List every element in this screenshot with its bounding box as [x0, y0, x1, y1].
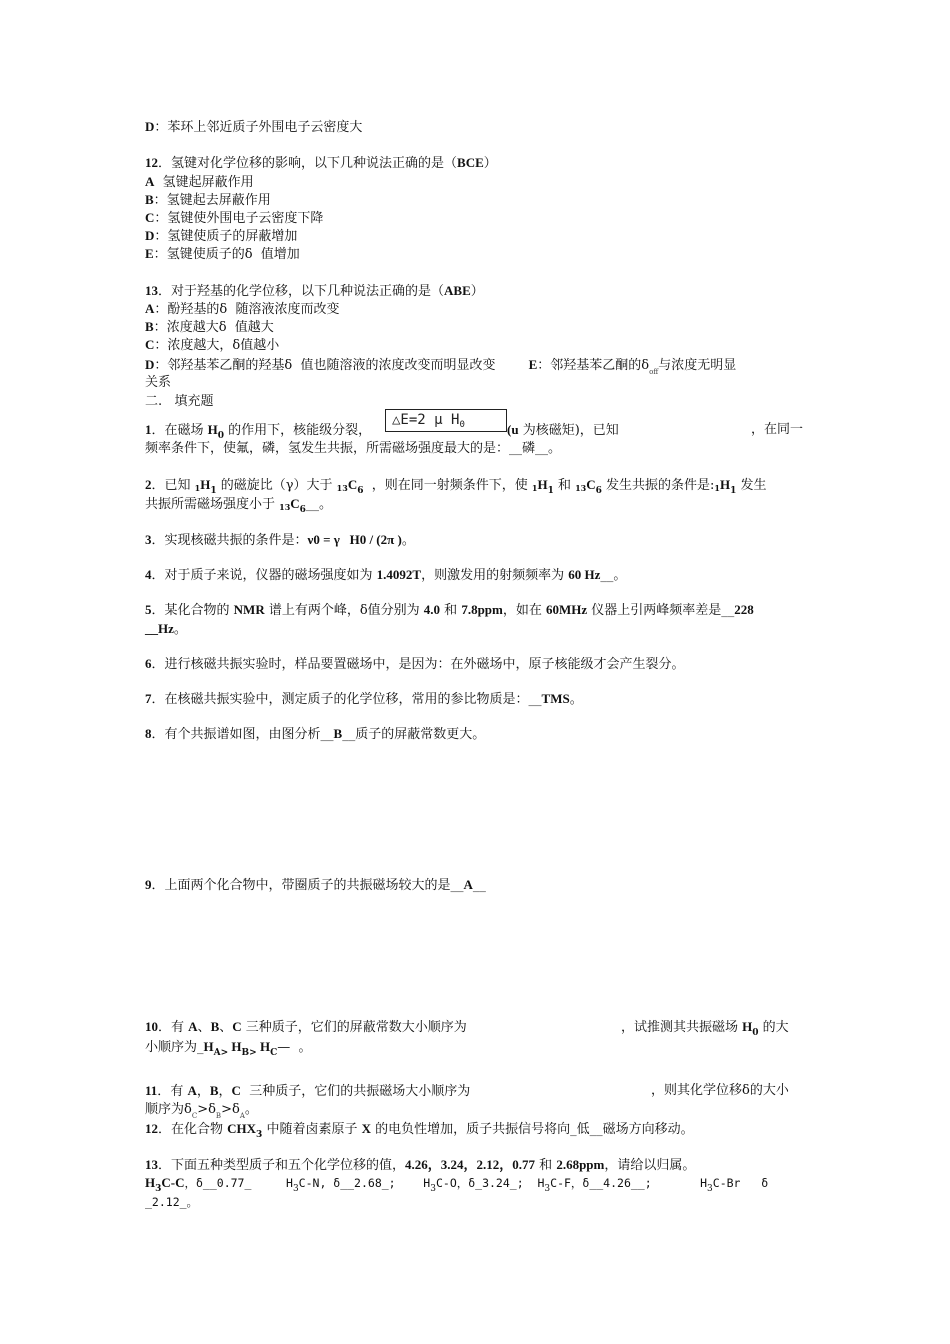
option-key: A	[145, 174, 155, 189]
q12-close: ）	[483, 156, 497, 171]
option-text: 氢键起去屏蔽作用	[166, 193, 271, 208]
answer: __Hz	[145, 621, 174, 636]
text: 、	[219, 1020, 233, 1035]
q12-option-e: E：氢键使质子的δ 值增加	[145, 246, 300, 262]
q13-option-e-cont	[145, 374, 171, 392]
text: 。	[244, 1102, 258, 1117]
subscript: 3	[292, 1184, 299, 1194]
answer: B	[333, 726, 343, 741]
symbol: C	[347, 477, 358, 492]
text: 发生共振的条件是:	[601, 478, 715, 493]
text: 。	[173, 622, 187, 637]
option-text: 酚羟基的δ 随溶液浓度而改变	[167, 302, 340, 317]
subscript: 3	[707, 1184, 713, 1194]
text: 有个共振谱如图，由图分析__	[164, 727, 334, 742]
option-text: 氢键使外围电子云密度下降	[167, 211, 324, 226]
q13-option-c: C：浓度越大，δ值越小	[145, 337, 280, 353]
f1-formula-box	[385, 409, 507, 432]
formula: CHX	[227, 1121, 257, 1136]
f10-line1: 10．有 A、B、C 三种质子，它们的屏蔽常数大小顺序为	[145, 1019, 467, 1035]
text: __质子的屏蔽常数更大。	[342, 727, 486, 742]
symbol: H	[145, 1175, 156, 1190]
text: ，试推测其共振磁场	[621, 1020, 743, 1035]
q13-option-a: A：酚羟基的δ 随溶液浓度而改变	[145, 301, 340, 317]
formula: C-C	[161, 1175, 185, 1190]
text: 对于质子来说，仪器的磁场强度如为	[164, 568, 377, 583]
symbol: C	[232, 1019, 242, 1034]
value: 60MHz	[546, 602, 588, 617]
value: 4.0	[423, 602, 441, 617]
q13-close: ）	[470, 284, 484, 299]
f6-line: 6．进行核磁共振实验时，样品要置磁场中，是因为：在外磁场中，原子核能级才会产生裂分。	[145, 656, 685, 672]
text: 进行核磁共振实验时，样品要置磁场中，是因为：在外磁场中，原子核能级才会产生裂分。	[164, 657, 685, 672]
option-text: 氢键起屏蔽作用	[154, 175, 254, 190]
symbol: H	[203, 1039, 214, 1054]
f13-line3: _2.12_。	[145, 1195, 199, 1209]
option-text: 关系	[145, 375, 172, 390]
values: 4.26，3.24，2.12，0.77	[405, 1157, 536, 1172]
option-text: 邻羟基苯乙酮的羟基δ 值也随溶液的浓度改变而明显改变	[167, 358, 496, 373]
text: C-N, δ__2.68_; H	[298, 1176, 431, 1190]
text: ，	[196, 1084, 210, 1099]
q12-stem: 12．氢键对化学位移的影响，以下几种说法正确的是（BCE）	[145, 155, 497, 171]
text: __	[472, 878, 486, 893]
answer: A	[463, 877, 473, 892]
option-key: B	[145, 192, 154, 207]
text: 有	[171, 1020, 189, 1035]
symbol: B	[209, 1083, 219, 1098]
symbol: H	[228, 1039, 242, 1054]
subscript: 3	[256, 1130, 263, 1140]
value: 2.68ppm	[556, 1157, 605, 1172]
subscript: C	[270, 1048, 278, 1058]
text: 和	[535, 1158, 557, 1173]
q11-option-d-text: 苯环上邻近质子外围电子云密度大	[167, 120, 363, 135]
option-text: 浓度越大，δ值越小	[167, 338, 280, 353]
text: ，	[218, 1084, 232, 1099]
text: (u	[507, 422, 519, 437]
option-text: 与浓度无明显	[658, 358, 737, 373]
symbol: H	[200, 477, 211, 492]
option-key: D	[145, 228, 155, 243]
f11-line1-right: ，则其化学位移δ的大小	[651, 1083, 789, 1098]
q13-option-b: B：浓度越大δ 值越大	[145, 319, 274, 335]
q12-option-a	[145, 173, 254, 192]
text: 有	[170, 1084, 188, 1099]
text: ，则在同一射频条件下，使	[363, 478, 532, 493]
text: 顺序为δ	[145, 1102, 192, 1117]
f2-line1: 2．已知 $_1H_1$ 的磁旋比（γ）大于 $_{13}C_6$ ，则在同一射频条件下，使 $_1H_1$ 和 $_{13}C_6$ 发生共振的条件是$:_1H_1$ 发生	[145, 477, 767, 496]
text: ，δ__0.77_ H	[184, 1176, 293, 1190]
text: 在磁场	[164, 423, 208, 438]
text: ，如在	[502, 603, 546, 618]
section-title: 二. 填充题	[145, 394, 214, 409]
q13-stem: 13．对于羟基的化学位移，以下几种说法正确的是（ABE）	[145, 283, 484, 299]
value: NMR	[233, 602, 265, 617]
q12-stem-text: 氢键对化学位移的影响，以下几种说法正确的是（	[171, 156, 458, 171]
f1-line1-end: ，在同一	[751, 422, 804, 437]
f8-line: 8．有个共振谱如图，由图分析__B__质子的屏蔽常数更大。	[145, 726, 486, 742]
text: 某化合物的	[164, 603, 234, 618]
q13-answer: ABE	[444, 283, 471, 298]
subscript: 6	[357, 486, 364, 496]
text: 发生	[736, 478, 767, 493]
f9-line: 9．上面两个化合物中，带圈质子的共振磁场较大的是__A__	[145, 877, 486, 893]
f10-line1-right	[621, 1018, 789, 1042]
option-key: C	[145, 210, 155, 225]
subscript: 0	[459, 420, 465, 430]
symbol: X	[361, 1121, 371, 1136]
text: 谱上有两个峰，δ值分别为	[264, 603, 424, 618]
subscript: 0	[217, 431, 225, 441]
text: C-O，δ_3.24_; H	[435, 1176, 545, 1190]
prefix: 13	[336, 483, 348, 493]
option-text: 氢键使质子的屏蔽增加	[167, 229, 298, 244]
text: 三种质子，它们的屏蔽常数大小顺序为	[241, 1020, 467, 1035]
text: 在核磁共振实验中，测定质子的化学位移，常用的参比物质是：__	[164, 692, 542, 707]
option-key: E	[145, 246, 154, 261]
text: 为核磁矩)，已知	[518, 423, 619, 438]
subscript: off	[649, 368, 659, 376]
number: 13	[145, 1157, 158, 1172]
text: 、	[197, 1020, 211, 1035]
q13-stem-text: 对于羟基的化学位移，以下几种说法正确的是（	[171, 284, 445, 299]
text: 共振所需磁场强度小于	[145, 497, 280, 512]
f1-line1: 1．在磁场 $H_0$ 的作用下，核能级分裂，	[145, 422, 372, 441]
subscript: 3	[155, 1184, 162, 1194]
answer: TMS	[541, 691, 570, 706]
symbol: B	[210, 1019, 220, 1034]
text: C-Br δ	[712, 1176, 769, 1190]
number: 12	[145, 1121, 158, 1136]
subscript: B>	[241, 1048, 257, 1058]
subscript: 1	[210, 486, 217, 496]
text: 的磁旋比（γ）大于	[216, 478, 337, 493]
text: 和	[440, 603, 462, 618]
f5-line1: 5．某化合物的 NMR 谱上有两个峰，δ值分别为 4.0 和 7.8ppm，如在 60MHz 仪器上引两峰频率差是__228	[145, 602, 754, 618]
text: 小顺序为_	[145, 1040, 204, 1055]
value: 7.8ppm	[461, 602, 503, 617]
q12-option-c: C：氢键使外围电子云密度下降	[145, 210, 324, 226]
text: — 。	[277, 1040, 312, 1055]
q12-number: 12	[145, 155, 158, 170]
text: 的电负性增加，质子共振信号将向_低__磁场方向移动。	[370, 1122, 694, 1137]
subscript: A	[239, 1112, 245, 1120]
text: __。	[600, 568, 627, 583]
f7-line: 7．在核磁共振实验中，测定质子的化学位移，常用的参比物质是：__TMS。	[145, 691, 583, 707]
symbol: H	[207, 422, 218, 437]
subscript: 3	[544, 1184, 551, 1194]
value: 1.4092T	[376, 567, 422, 582]
symbol: H	[256, 1039, 271, 1054]
value: 60 Hz	[568, 567, 601, 582]
f12-line: 12．在化合物 $CHX_3$ 中随着卤素原子 X 的电负性增加，质子共振信号将向_低__磁场方向移动。	[145, 1121, 694, 1140]
subscript: A>	[213, 1048, 229, 1058]
f10-line2	[145, 1038, 312, 1062]
text: 仪器上引两峰频率差是__	[587, 603, 735, 618]
symbol: A	[187, 1083, 197, 1098]
text: 下面五种类型质子和五个化学位移的值，	[171, 1158, 406, 1173]
option-text: 浓度越大δ 值越大	[166, 320, 274, 335]
symbol: A	[188, 1019, 198, 1034]
f2-line2: 共振所需磁场强度小于 $_{13}C_6\_\_$。	[145, 496, 332, 515]
text: 实现核磁共振的条件是：	[164, 533, 308, 548]
q12-answer: BCE	[457, 155, 484, 170]
f5-line2	[145, 620, 187, 639]
text: 上面两个化合物中，带圈质子的共振磁场较大的是__	[164, 878, 464, 893]
f1-line1-right	[507, 421, 619, 440]
f1-line2: 频率条件下，使氟，磷，氢发生共振，所需磁场强度最大的是：__磷__。	[145, 441, 562, 456]
prefix: 1	[194, 483, 201, 493]
text: __。	[305, 497, 332, 512]
text: ，则激发用的射频频率为	[421, 568, 569, 583]
formula-text: △E=2 μ H	[392, 412, 460, 428]
text: 已知	[164, 478, 195, 493]
symbol: C	[231, 1083, 241, 1098]
text: >δ	[221, 1102, 240, 1117]
f13-line1: 13．下面五种类型质子和五个化学位移的值，4.26，3.24，2.12，0.77 和 2.68ppm，请给以归属。	[145, 1157, 696, 1173]
text: 中随着卤素原子	[262, 1122, 362, 1137]
text: 的大	[758, 1020, 789, 1035]
text: 在化合物	[171, 1122, 228, 1137]
formula: ν0 = γ H0 / (2π )	[307, 532, 402, 547]
option-text: 氢键使质子的δ 值增加	[166, 247, 300, 262]
text: >δ	[197, 1102, 216, 1117]
f13-line2	[145, 1174, 768, 1198]
option-text: 邻羟基苯乙酮的δ	[550, 358, 650, 373]
text: 的作用下，核能级分裂，	[224, 423, 372, 438]
subscript: 0	[752, 1028, 759, 1038]
text: 三种质子，它们的共振磁场大小顺序为	[240, 1084, 471, 1099]
subscript: B	[215, 1112, 222, 1120]
subscript: C	[191, 1112, 198, 1120]
answer: 228	[734, 602, 754, 617]
q13-option-d-e: D：邻羟基苯乙酮的羟基δ 值也随溶液的浓度改变而明显改变 E：邻羟基苯乙酮的$\delta_{off}$与浓度无明显	[145, 357, 737, 376]
q12-option-b: B：氢键起去屏蔽作用	[145, 192, 271, 208]
text: ，请给以归属。	[604, 1158, 696, 1173]
q13-number: 13	[145, 283, 158, 298]
q11-option-d: D：苯环上邻近质子外围电子云密度大	[145, 119, 363, 135]
text: C-F，δ__4.26__; H	[550, 1176, 708, 1190]
text: 。	[569, 692, 583, 707]
text: 。	[401, 533, 415, 548]
f4-line: 4．对于质子来说，仪器的磁场强度如为 1.4092T，则激发用的射频频率为 60 Hz__。	[145, 567, 627, 583]
f3-line: 3．实现核磁共振的条件是：ν0 = γ H0 / (2π )。	[145, 532, 415, 548]
subscript: 3	[430, 1184, 436, 1194]
symbol: H	[742, 1019, 753, 1034]
f11-line1: 11．有 A，B，C 三种质子，它们的共振磁场大小顺序为	[145, 1083, 471, 1099]
q12-option-d: D：氢键使质子的屏蔽增加	[145, 228, 298, 244]
text: 和	[553, 478, 576, 493]
